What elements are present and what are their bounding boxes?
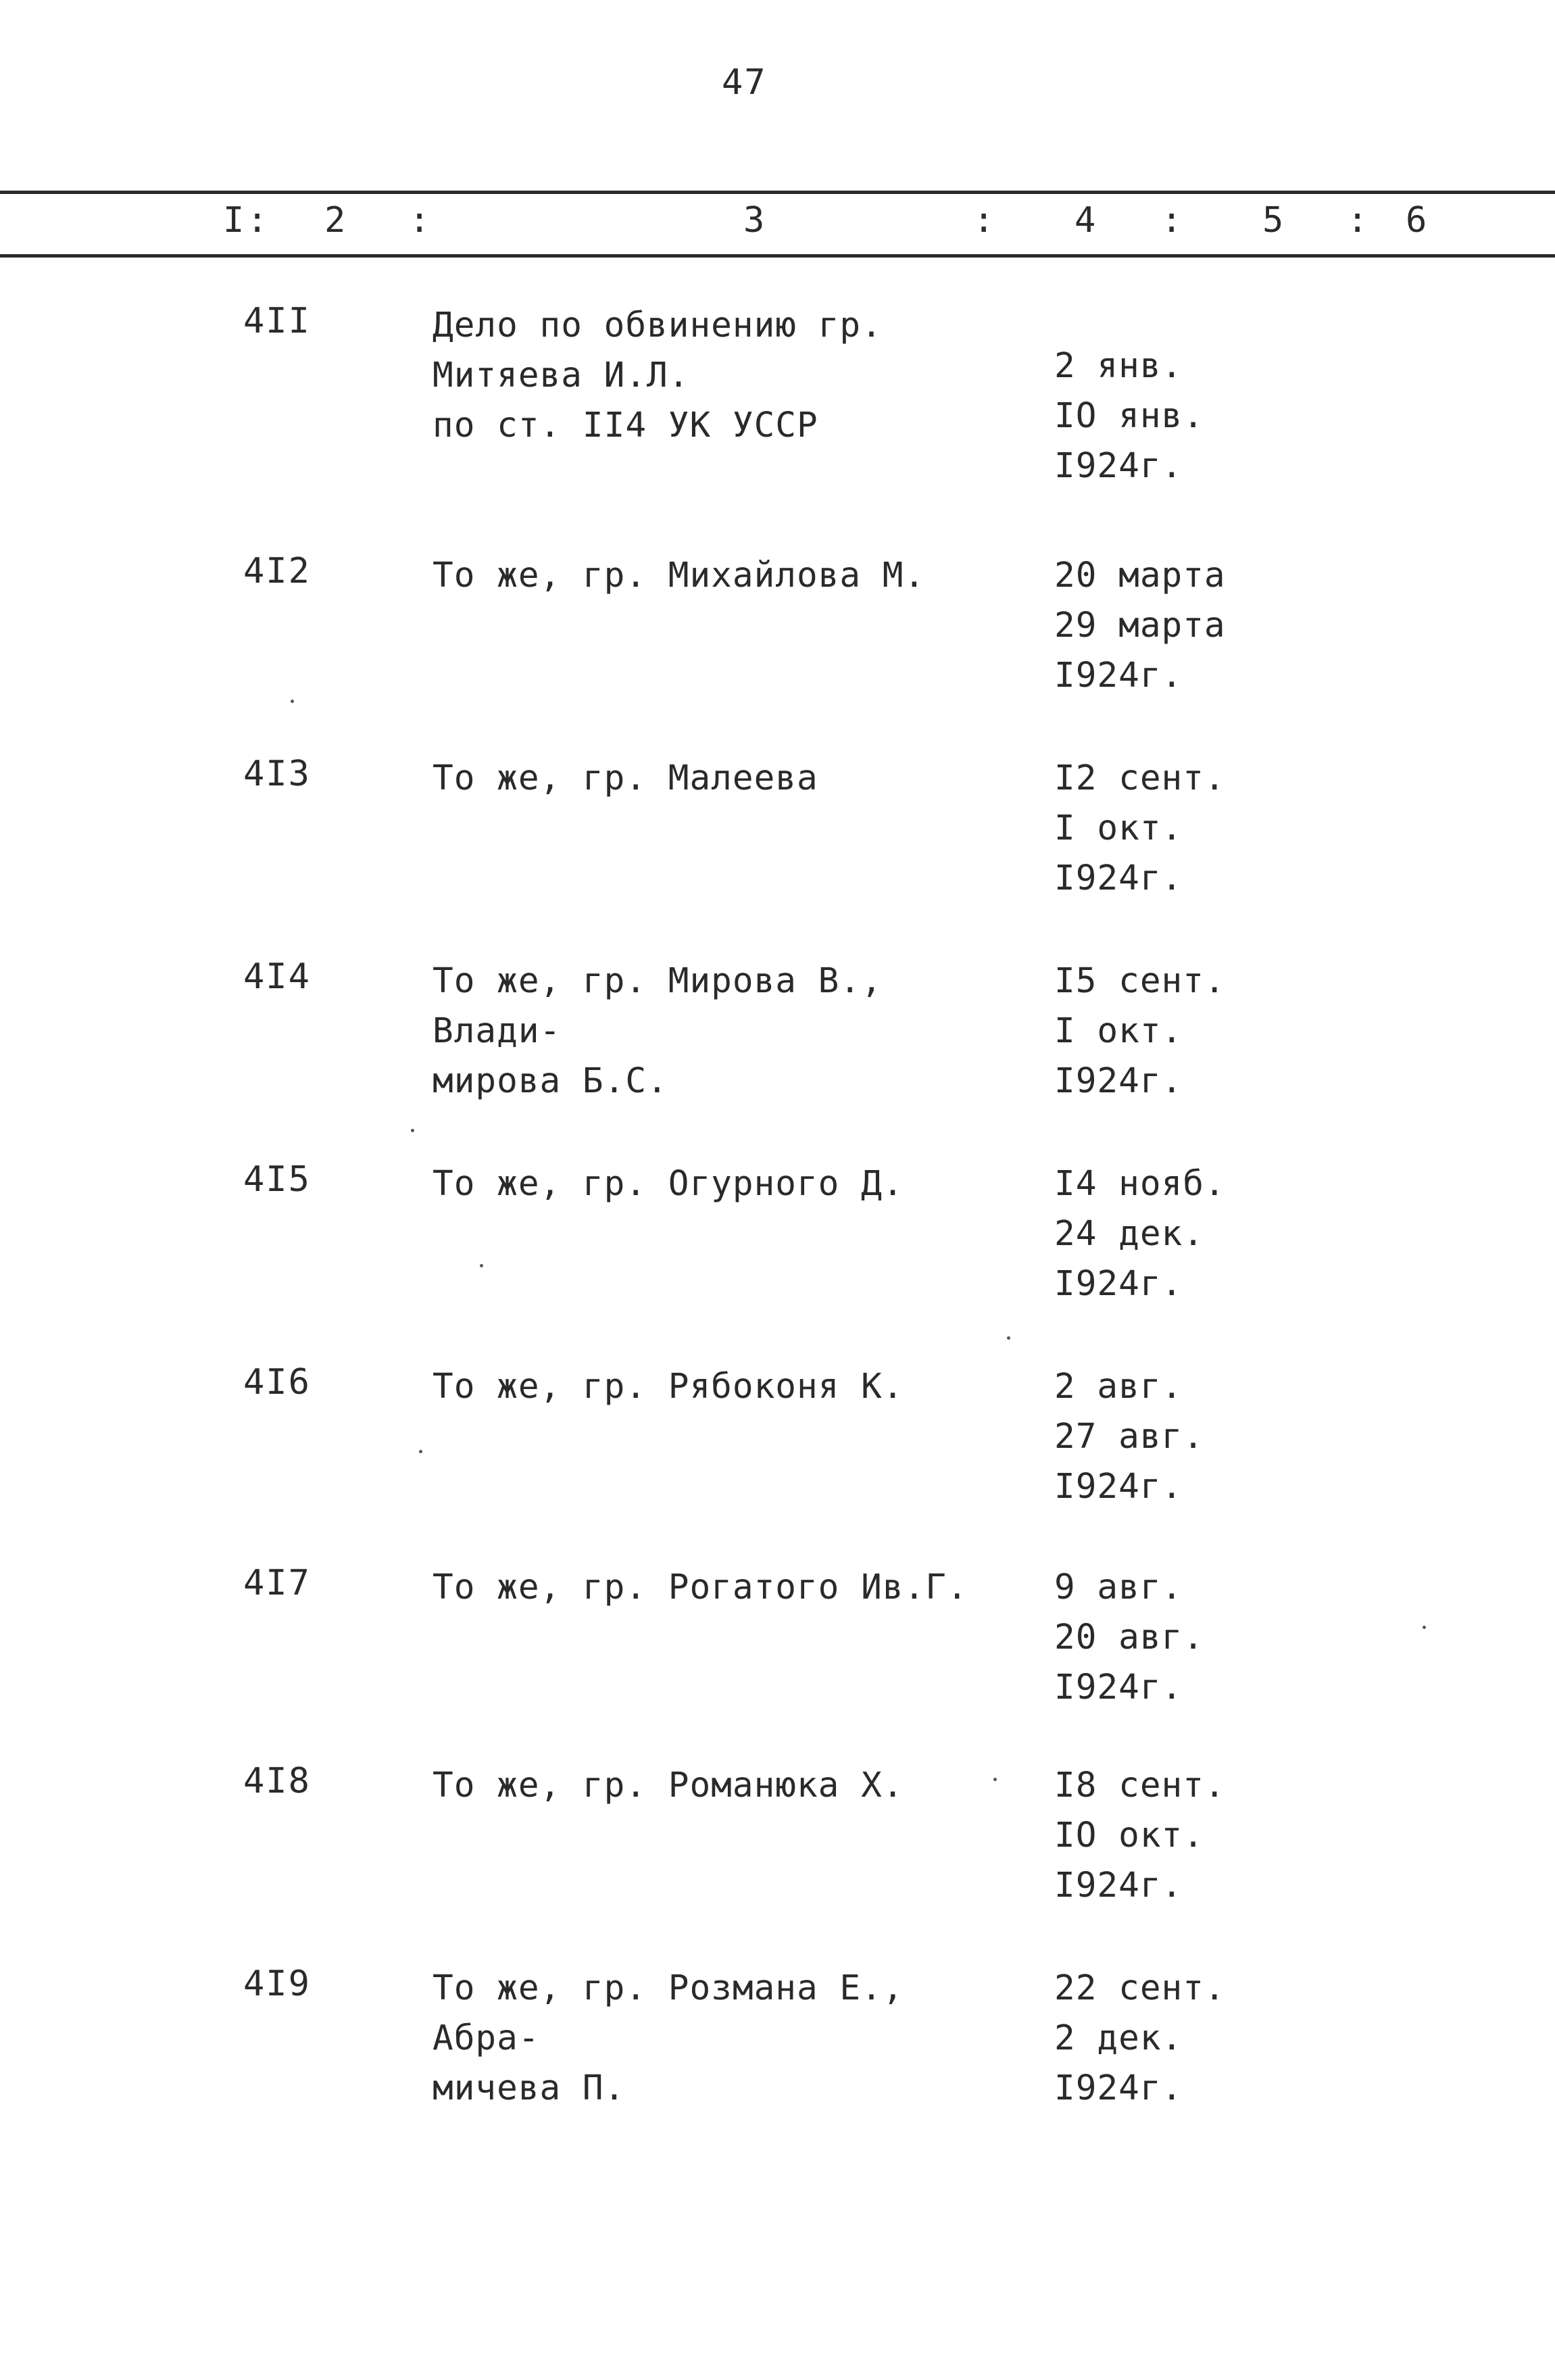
date-start: 20 марта [1054, 556, 1226, 596]
item-dates [1054, 341, 1204, 491]
item-dates [1054, 1964, 1226, 2114]
date-end: 20 авг. [1054, 1618, 1204, 1657]
date-year: I924г. [1054, 1668, 1183, 1707]
date-start: 2 янв. [1054, 346, 1183, 386]
date-year: I924г. [1054, 1467, 1183, 1507]
column-separator: : [973, 200, 995, 241]
item-title: Дело по обвинению гр. Митяева И.Л. по ст. II4 УК УССР [433, 306, 883, 445]
page-number: 47 [722, 62, 767, 103]
item-dates [1054, 956, 1226, 1107]
scan-speck [1423, 1626, 1426, 1629]
item-dates [1054, 1563, 1204, 1713]
column-header-3: 3 [743, 200, 765, 241]
item-number: 4I4 [243, 956, 311, 997]
item-title: То же, гр. Малеева [433, 758, 818, 798]
date-end: I окт. [1054, 1011, 1183, 1051]
column-separator: : [1347, 200, 1368, 241]
item-title: То же, гр. Михайлова М. [433, 556, 926, 596]
scan-speck [419, 1450, 422, 1453]
date-start: I5 сент. [1054, 961, 1226, 1001]
item-number: 4II [243, 301, 311, 341]
date-start: 22 сент. [1054, 1968, 1226, 2008]
item-dates [1054, 1761, 1226, 1911]
scan-speck [993, 1778, 997, 1781]
scan-speck [480, 1264, 483, 1267]
date-end: 2 дек. [1054, 2018, 1183, 2058]
item-title: То же, гр. Романюка Х. [433, 1766, 904, 1805]
column-header-2: 2 [324, 200, 346, 241]
date-year: I924г. [1054, 1866, 1183, 1905]
date-year: I924г. [1054, 2068, 1183, 2108]
item-title: То же, гр. Розмана Е., Абра- мичева П. [433, 1968, 904, 2108]
date-end: 27 авг. [1054, 1417, 1204, 1457]
item-number: 4I7 [243, 1563, 311, 1603]
item-dates [1054, 1159, 1226, 1309]
date-start: 2 авг. [1054, 1367, 1183, 1407]
item-title: То же, гр. Рогатого Ив.Г. [433, 1568, 968, 1607]
item-title: То же, гр. Рябоконя К. [433, 1367, 904, 1407]
date-year: I924г. [1054, 858, 1183, 898]
item-title: То же, гр. Огурного Д. [433, 1164, 904, 1204]
column-separator: : [247, 200, 268, 241]
column-separator: : [1161, 200, 1183, 241]
header-top-rule [0, 191, 1555, 194]
date-end: 24 дек. [1054, 1214, 1204, 1254]
item-number: 4I8 [243, 1761, 311, 1801]
item-dates [1054, 754, 1226, 904]
scan-speck [411, 1129, 414, 1132]
date-start: I4 нояб. [1054, 1164, 1226, 1204]
date-end: IO окт. [1054, 1816, 1204, 1855]
column-header-4: 4 [1075, 200, 1096, 241]
item-number: 4I5 [243, 1159, 311, 1200]
header-bottom-rule [0, 254, 1555, 258]
date-end: 29 марта [1054, 606, 1226, 646]
item-dates [1054, 1362, 1204, 1512]
date-start: 9 авг. [1054, 1568, 1183, 1607]
date-year: I924г. [1054, 1061, 1183, 1101]
date-year: I924г. [1054, 446, 1183, 486]
date-year: I924г. [1054, 656, 1183, 696]
item-number: 4I9 [243, 1964, 311, 2004]
date-start: I2 сент. [1054, 758, 1226, 798]
date-end: I окт. [1054, 808, 1183, 848]
item-title: То же, гр. Мирова В., Влади- мирова Б.С. [433, 961, 883, 1101]
item-number: 4I2 [243, 551, 311, 591]
date-end: IO янв. [1054, 396, 1204, 436]
date-start: I8 сент. [1054, 1766, 1226, 1805]
date-year: I924г. [1054, 1264, 1183, 1304]
scan-speck [1007, 1336, 1010, 1340]
scan-speck [291, 700, 294, 703]
item-dates [1054, 551, 1226, 701]
column-header-6: 6 [1406, 200, 1427, 241]
column-header-1: I [223, 200, 245, 241]
item-number: 4I3 [243, 754, 311, 794]
item-number: 4I6 [243, 1362, 311, 1403]
column-separator: : [409, 200, 430, 241]
column-header-5: 5 [1262, 200, 1284, 241]
